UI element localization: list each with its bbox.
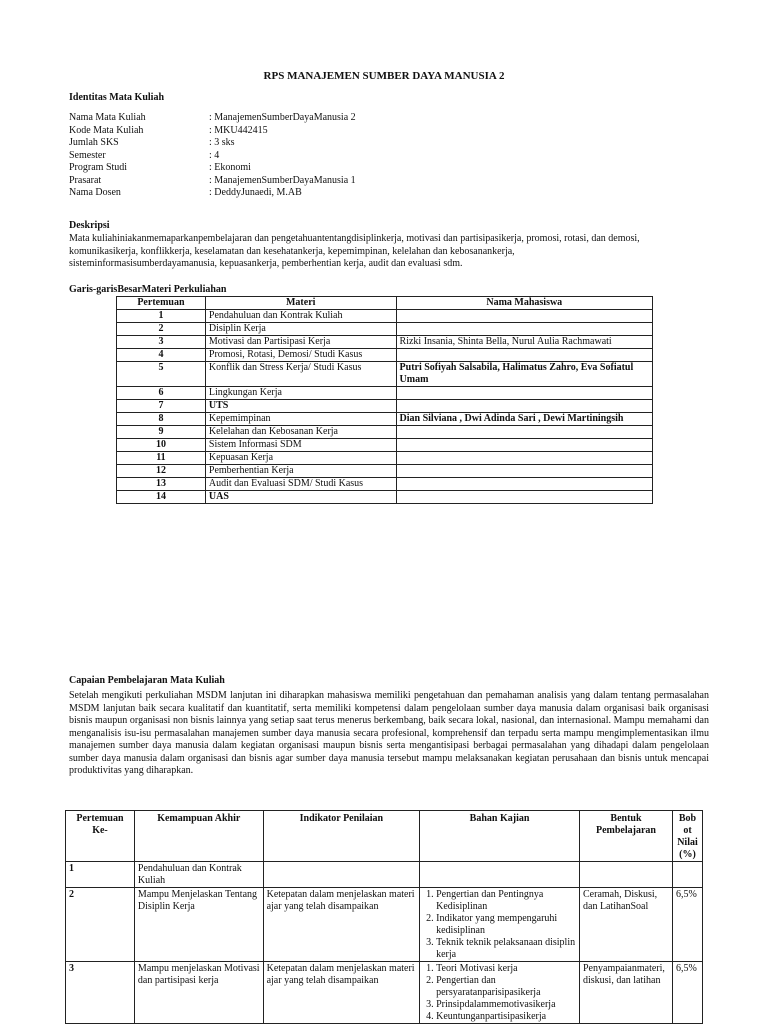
materi-cell: Kepuasan Kerja bbox=[205, 452, 396, 465]
table-row bbox=[66, 862, 703, 888]
pertemuan-cell: 4 bbox=[117, 349, 206, 362]
bobot-cell: 6,5% bbox=[672, 888, 702, 962]
bobot-cell bbox=[672, 862, 702, 888]
pertemuan-cell: 11 bbox=[117, 452, 206, 465]
materi-cell: Disiplin Kerja bbox=[205, 323, 396, 336]
column-header: Bahan Kajian bbox=[420, 811, 580, 862]
mahasiswa-cell bbox=[396, 491, 652, 504]
mahasiswa-cell bbox=[396, 478, 652, 491]
bobot-cell: 6,5% bbox=[672, 962, 702, 1024]
identitas-value: : MKU442415 bbox=[209, 124, 268, 136]
mahasiswa-cell bbox=[396, 323, 652, 336]
pertemuan-cell: 2 bbox=[117, 323, 206, 336]
list-item: 2. Indikator yang mempengaruhi kedisiplinan bbox=[436, 913, 576, 937]
deskripsi-line: sisteminformasisumberdayamanusia, kepuasankerja, pemberhentian kerja, audit dan evaluasi sdm. bbox=[69, 258, 463, 269]
identitas-value: : ManajemenSumberDayaManusia 2 bbox=[209, 112, 356, 123]
list-item: 1. Pengertian dan Pentingnya Kedisiplinan bbox=[436, 889, 576, 913]
table-row bbox=[117, 426, 653, 439]
mahasiswa-cell: Dian Silviana , Dwi Adinda Sari , Dewi Martiningsih bbox=[396, 413, 652, 426]
pertemuan-cell: 6 bbox=[117, 387, 206, 400]
pertemuan-cell: 7 bbox=[117, 400, 206, 413]
identitas-key: Prasarat bbox=[69, 174, 102, 186]
deskripsi-line: Mata kuliahiniakanmemaparkanpembelajaran dan pengetahuantentangdisiplinkerja, motivasi dan partisipasikerja, promosi, rotasi, dan demosi, bbox=[69, 233, 640, 244]
bentuk-cell: Penyampaianmateri, diskusi, dan latihan bbox=[580, 962, 673, 1024]
identitas-value: : 4 bbox=[209, 149, 220, 161]
table-row bbox=[66, 888, 703, 962]
column-header: Pertemuan bbox=[117, 297, 206, 310]
indikator-cell: Ketepatan dalam menjelaskan materi ajar yang telah disampaikan bbox=[263, 888, 420, 962]
pertemuan-cell: 13 bbox=[117, 478, 206, 491]
column-header: Pertemuan Ke- bbox=[66, 811, 135, 862]
pertemuan-cell: 1 bbox=[66, 862, 135, 888]
materi-cell: Konflik dan Stress Kerja/ Studi Kasus bbox=[205, 362, 396, 387]
pertemuan-cell: 9 bbox=[117, 426, 206, 439]
rencana-table bbox=[65, 810, 703, 1024]
table-row bbox=[117, 387, 653, 400]
column-header: Kemampuan Akhir bbox=[134, 811, 263, 862]
mahasiswa-cell bbox=[396, 387, 652, 400]
materi-cell: Lingkungan Kerja bbox=[205, 387, 396, 400]
table-row bbox=[117, 439, 653, 452]
pertemuan-cell: 2 bbox=[66, 888, 135, 962]
identitas-key: Semester bbox=[69, 149, 106, 161]
indikator-cell bbox=[263, 862, 420, 888]
pertemuan-cell: 14 bbox=[117, 491, 206, 504]
kemampuan-cell: Pendahuluan dan Kontrak Kuliah bbox=[134, 862, 263, 888]
column-header: Bentuk Pembelajaran bbox=[580, 811, 673, 862]
materi-cell: Pendahuluan dan Kontrak Kuliah bbox=[205, 310, 396, 323]
table-row bbox=[117, 491, 653, 504]
bentuk-cell: Ceramah, Diskusi, dan LatihanSoal bbox=[580, 888, 673, 962]
list-item: 2. Pengertian dan persyaratanparisipasikerja bbox=[436, 975, 576, 999]
column-header: Nama Mahasiswa bbox=[396, 297, 652, 310]
mahasiswa-cell: Rizki Insania, Shinta Bella, Nurul Aulia Rachmawati bbox=[396, 336, 652, 349]
table-header-row bbox=[66, 811, 703, 862]
capaian-text: Setelah mengikuti perkuliahan MSDM lanjutan ini diharapkan mahasiswa memiliki pengetahuan dan pemahaman analisis yang dalam tentang permasalahan MSDM lanjutan baik secara kualitatif dan kuantitatif, serta memiliki kompetensi dalam pengelolaan sumber daya manusia dalam organisasi baik organisasi bisnis maupun organisasi non bisnis lainnya yang setiap saat terus menerus berkembang, baik secara lokal, nasional, dan internasional. Mampu memahami dan menganalisis isu-isu permasalahan manajemen sumber daya manusia secara profesional, komprehensif dan terpadu serta mampu mengimplementasikan ilmu manajemen sumber daya manusia dalam kegiatan organisasi maupun bisnis serta mengantisipasi berbagai permasalahan yang dihadapi dalam pengelolaan sumber daya manusia dalam organisasi dan bisnis agar sumber daya manusia tersebut mampu melaksanakan kegiatan perusahaan dan bisnis untuk mencapai produktivitas yang diharapkan. bbox=[69, 690, 709, 776]
bahan-list bbox=[423, 963, 576, 1023]
materi-table bbox=[116, 296, 653, 504]
list-item: 3. Prinsipdalammemotivasikerja bbox=[436, 999, 576, 1011]
mahasiswa-cell bbox=[396, 465, 652, 478]
identitas-key: Nama Mata Kuliah bbox=[69, 112, 146, 123]
identitas-value: : Ekonomi bbox=[209, 162, 251, 173]
bahan-cell bbox=[420, 862, 580, 888]
table-row bbox=[66, 962, 703, 1024]
table-header-row bbox=[117, 297, 653, 310]
list-item: 3. Teknik teknik pelaksanaan disiplin kerja bbox=[436, 937, 576, 961]
materi-cell: Audit dan Evaluasi SDM/ Studi Kasus bbox=[205, 478, 396, 491]
table-row bbox=[117, 336, 653, 349]
identitas-key: Jumlah SKS bbox=[69, 137, 119, 148]
table-row bbox=[117, 362, 653, 387]
mahasiswa-cell bbox=[396, 310, 652, 323]
materi-cell: Promosi, Rotasi, Demosi/ Studi Kasus bbox=[205, 349, 396, 362]
kemampuan-cell: Mampu Menjelaskan Tentang Disiplin Kerja bbox=[134, 888, 263, 962]
materi-cell: UAS bbox=[205, 491, 396, 504]
capaian-heading: Capaian Pembelajaran Mata Kuliah bbox=[69, 675, 225, 686]
materi-cell: Kelelahan dan Kebosanan Kerja bbox=[205, 426, 396, 439]
table-row bbox=[117, 452, 653, 465]
materi-cell: UTS bbox=[205, 400, 396, 413]
identitas-key: Kode Mata Kuliah bbox=[69, 124, 144, 136]
identitas-value: : ManajemenSumberDayaManusia 1 bbox=[209, 174, 356, 186]
deskripsi-heading: Deskripsi bbox=[69, 220, 110, 231]
identitas-value: : 3 sks bbox=[209, 137, 235, 148]
table-row bbox=[117, 349, 653, 362]
indikator-cell: Ketepatan dalam menjelaskan materi ajar yang telah disampaikan bbox=[263, 962, 420, 1024]
mahasiswa-cell bbox=[396, 349, 652, 362]
mahasiswa-cell bbox=[396, 426, 652, 439]
pertemuan-cell: 8 bbox=[117, 413, 206, 426]
column-header: Bob ot Nilai (%) bbox=[672, 811, 702, 862]
kemampuan-cell: Mampu menjelaskan Motivasi dan partisipasi kerja bbox=[134, 962, 263, 1024]
pertemuan-cell: 3 bbox=[117, 336, 206, 349]
table-row bbox=[117, 413, 653, 426]
pertemuan-cell: 1 bbox=[117, 310, 206, 323]
bentuk-cell bbox=[580, 862, 673, 888]
pertemuan-cell: 10 bbox=[117, 439, 206, 452]
deskripsi-text bbox=[69, 233, 640, 271]
pertemuan-cell: 12 bbox=[117, 465, 206, 478]
table-row bbox=[117, 310, 653, 323]
mahasiswa-cell bbox=[396, 400, 652, 413]
bahan-cell bbox=[420, 888, 580, 962]
table-row bbox=[117, 465, 653, 478]
materi-cell: Sistem Informasi SDM bbox=[205, 439, 396, 452]
mahasiswa-cell bbox=[396, 439, 652, 452]
column-header: Materi bbox=[205, 297, 396, 310]
table-row bbox=[117, 323, 653, 336]
garis-besar-heading: Garis-garisBesarMateri Perkuliahan bbox=[69, 284, 227, 295]
bahan-list bbox=[423, 889, 576, 961]
identitas-heading: Identitas Mata Kuliah bbox=[69, 92, 165, 103]
column-header: Indikator Penilaian bbox=[263, 811, 420, 862]
materi-cell: Motivasi dan Partisipasi Kerja bbox=[205, 336, 396, 349]
materi-cell: Kepemimpinan bbox=[205, 413, 396, 426]
deskripsi-line: komunikasikerja, konflikkerja, keselamatan dan kesehatankerja, kepemimpinan, kelelahan dan kebosanankerja, bbox=[69, 245, 515, 257]
list-item: 1. Teori Motivasi kerja bbox=[436, 963, 576, 975]
bahan-cell bbox=[420, 962, 580, 1024]
pertemuan-cell: 5 bbox=[117, 362, 206, 387]
list-item: 4. Keuntunganpartisipasikerja bbox=[436, 1011, 576, 1023]
identitas-key: Nama Dosen bbox=[69, 187, 121, 198]
document-title: RPS MANAJEMEN SUMBER DAYA MANUSIA 2 bbox=[263, 70, 505, 82]
identitas-value: : DeddyJunaedi, M.AB bbox=[209, 187, 302, 198]
mahasiswa-cell bbox=[396, 452, 652, 465]
pertemuan-cell: 3 bbox=[66, 962, 135, 1024]
table-row bbox=[117, 478, 653, 491]
materi-cell: Pemberhentian Kerja bbox=[205, 465, 396, 478]
table-row bbox=[117, 400, 653, 413]
identitas-key: Program Studi bbox=[69, 162, 128, 173]
mahasiswa-cell: Putri Sofiyah Salsabila, Halimatus Zahro, Eva Sofiatul Umam bbox=[396, 362, 652, 387]
